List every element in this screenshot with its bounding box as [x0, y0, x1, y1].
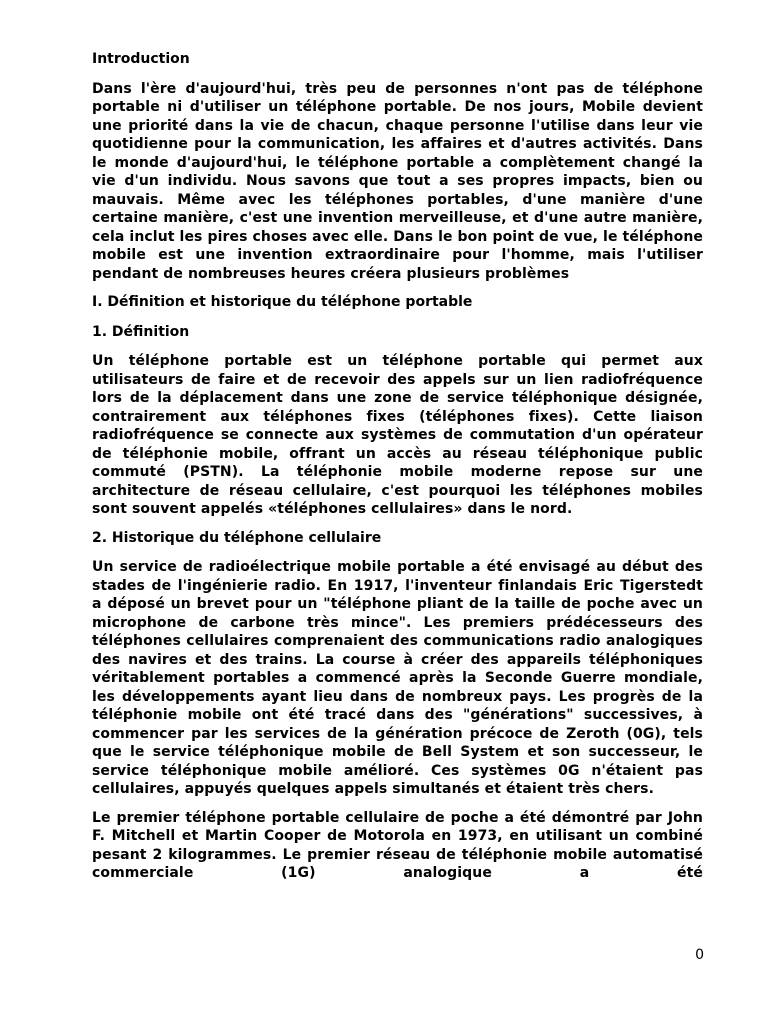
section1-heading: I. Définition et historique du téléphone portable — [92, 294, 473, 310]
history-paragraph-1: Un service de radioélectrique mobile portable a été envisagé au début des stades de l'ingénierie radio. En 1917, l'inventeur finlandais Eric Tigerstedt a déposé un brevet pour un "téléphone pliant de la taille de poche avec un microphone de carbone très mince". Les premiers prédécesseurs des téléphones cellulaires comprenaient des communications radio analogiques des navires et des trains. La course à créer des appareils téléphoniques véritablement portables a commencé après la Seconde Guerre mondiale, les développements ayant lieu dans de nombreux pays. Les progrès de la téléphonie mobile ont été tracé dans des "générations" successives, à commencer par les services de la génération précoce de Zeroth (0G), tels que le service téléphonique mobile de Bell System et son successeur, le service téléphonique mobile amélioré. Ces systèmes 0G n'étaient pas cellulaires, appuyés quelques appels simultanés et étaient très chers. — [92, 559, 703, 797]
page-number: 0 — [695, 947, 704, 963]
history-paragraph-2: Le premier téléphone portable cellulaire de poche a été démontré par John F. Mitchell et Martin Cooper de Motorola en 1973, en utilisant un combiné pesant 2 kilogrammes. Le premier réseau de téléphonie mobile automatisé commerciale (1G) analogique a été — [92, 809, 703, 881]
intro-paragraph: Dans l'ère d'aujourd'hui, très peu de personnes n'ont pas de téléphone portable ni d'utiliser un téléphone portable. De nos jours, Mobile devient une priorité dans la vie de chacun, chaque personne l'utilise dans leur vie quotidienne pour la communication, les affaires et d'autres activités. Dans le monde d'aujourd'hui, le téléphone portable a complètement changé la vie d'un individu. Nous savons que tout a ses propres impacts, bien ou mauvais. Même avec les téléphones portables, d'une manière d'une certaine manière, c'est une invention merveilleuse, et d'une autre manière, cela inclut les pires choses avec elle. Dans le bon point de vue, le téléphone mobile est une invention extraordinaire pour l'homme, mais l'utiliser pendant de nombreuses heures créera plusieurs problèmes — [92, 80, 703, 282]
subsection1-heading: 1. Définition — [92, 323, 190, 340]
intro-heading: Introduction — [92, 51, 190, 67]
subsection2-heading: 2. Historique du téléphone cellulaire — [92, 529, 382, 546]
document-page — [92, 50, 703, 883]
definition-paragraph: Un téléphone portable est un téléphone portable qui permet aux utilisateurs de faire et de recevoir des appels sur un lien radiofréquence lors de la déplacement dans une zone de service téléphonique désignée, contrairement aux téléphones fixes (téléphones fixes). Cette liaison radiofréquence se connecte aux systèmes de commutation d'un opérateur de téléphonie mobile, offrant un accès au réseau téléphonique public commuté (PSTN). La téléphonie mobile moderne repose sur une architecture de réseau cellulaire, c'est pourquoi les téléphones mobiles sont souvent appelés «téléphones cellulaires» dans le nord. — [92, 353, 703, 517]
